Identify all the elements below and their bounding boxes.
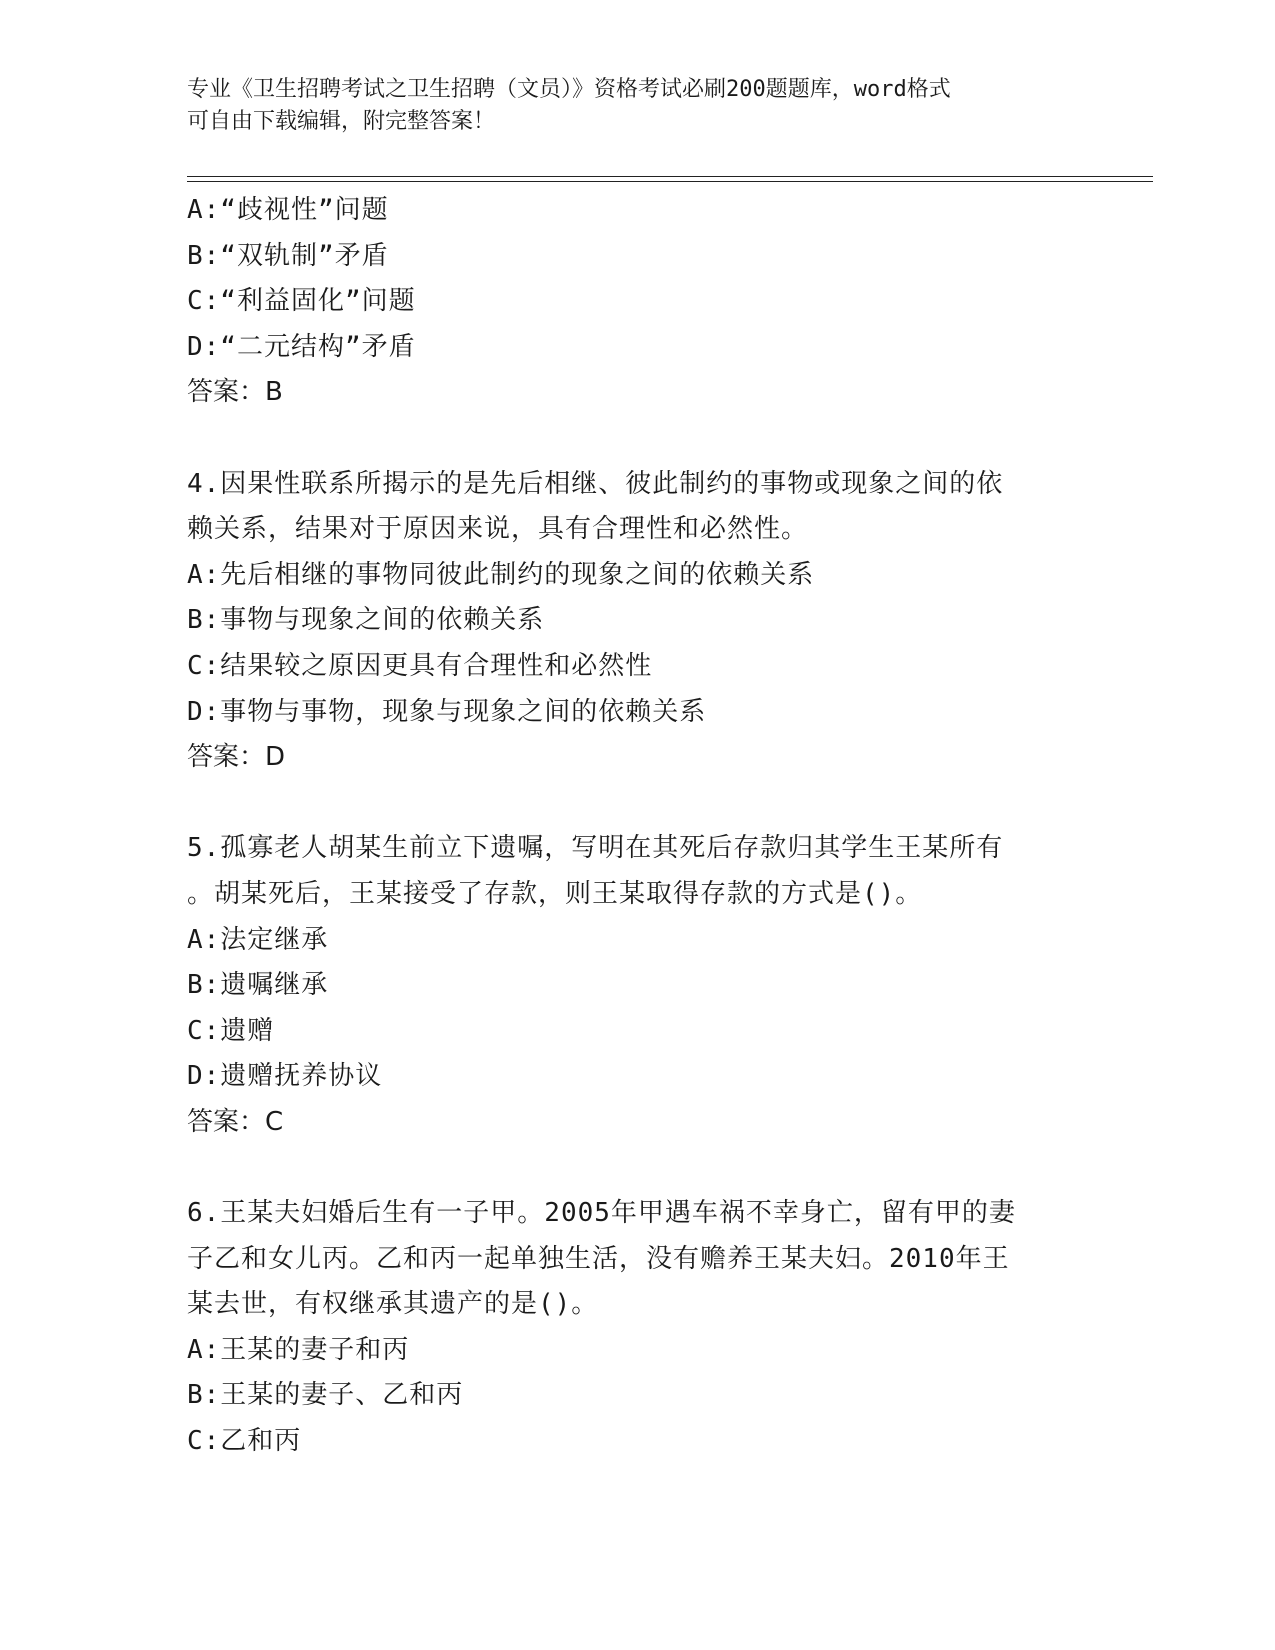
q4-answer: 答案：D [187, 742, 286, 773]
q4-stem-line-1: 4.因果性联系所揭示的是先后相继、彼此制约的事物或现象之间的依 [187, 468, 1004, 499]
q3-option-d: D:“二元结构”矛盾 [187, 331, 416, 362]
q6-stem-line-2: 子乙和女儿丙。乙和丙一起单独生活，没有赡养王某夫妇。2010年王 [187, 1243, 1010, 1274]
spacer [187, 1145, 1067, 1191]
q5-option-b: B:遗嘱继承 [187, 970, 329, 1001]
q4-option-a: A:先后相继的事物同彼此制约的现象之间的依赖关系 [187, 559, 815, 590]
q4-option-c: C:结果较之原因更具有合理性和必然性 [187, 650, 653, 681]
spacer [187, 781, 1067, 827]
q5-answer: 答案：C [187, 1106, 284, 1137]
question-6-block [187, 1191, 1067, 1465]
q5-stem-line-1: 5.孤寡老人胡某生前立下遗嘱，写明在其死后存款归其学生王某所有 [187, 833, 1004, 864]
header-rule-top [187, 176, 1153, 177]
q6-stem-line-3: 某去世，有权继承其遗产的是()。 [187, 1289, 599, 1320]
q4-option-d: D:事物与事物，现象与现象之间的依赖关系 [187, 696, 707, 727]
q3-option-c: C:“利益固化”问题 [187, 286, 416, 317]
document-body [187, 188, 1067, 1465]
q3-option-b: B:“双轨制”矛盾 [187, 240, 389, 271]
header-rule-bottom [187, 181, 1153, 182]
q3-answer: 答案：B [187, 377, 283, 408]
q3-option-a: A:“歧视性”问题 [187, 195, 389, 225]
q6-option-a: A:王某的妻子和丙 [187, 1334, 410, 1365]
q5-option-c: C:遗赠 [187, 1015, 275, 1046]
q5-stem-line-2: 。胡某死后，王某接受了存款，则王某取得存款的方式是()。 [187, 878, 923, 909]
q4-option-b: B:事物与现象之间的依赖关系 [187, 605, 545, 636]
q6-option-c: C:乙和丙 [187, 1426, 302, 1457]
question-4-block [187, 462, 1067, 781]
q6-stem-line-1: 6.王某夫妇婚后生有一子甲。2005年甲遇车祸不幸身亡，留有甲的妻 [187, 1198, 1016, 1229]
q5-option-a: A:法定继承 [187, 924, 329, 955]
header-line-2: 可自由下载编辑，附完整答案！ [187, 109, 496, 134]
document-header [187, 74, 1067, 138]
question-3-block [187, 188, 1067, 416]
question-5-block [187, 826, 1067, 1145]
q6-option-b: B:王某的妻子、乙和丙 [187, 1380, 464, 1411]
q5-option-d: D:遗赠抚养协议 [187, 1061, 383, 1092]
q4-stem-line-2: 赖关系，结果对于原因来说，具有合理性和必然性。 [187, 514, 809, 545]
header-line-1: 专业《卫生招聘考试之卫生招聘（文员）》资格考试必刷200题题库，word格式 [187, 77, 951, 102]
spacer [187, 416, 1067, 462]
